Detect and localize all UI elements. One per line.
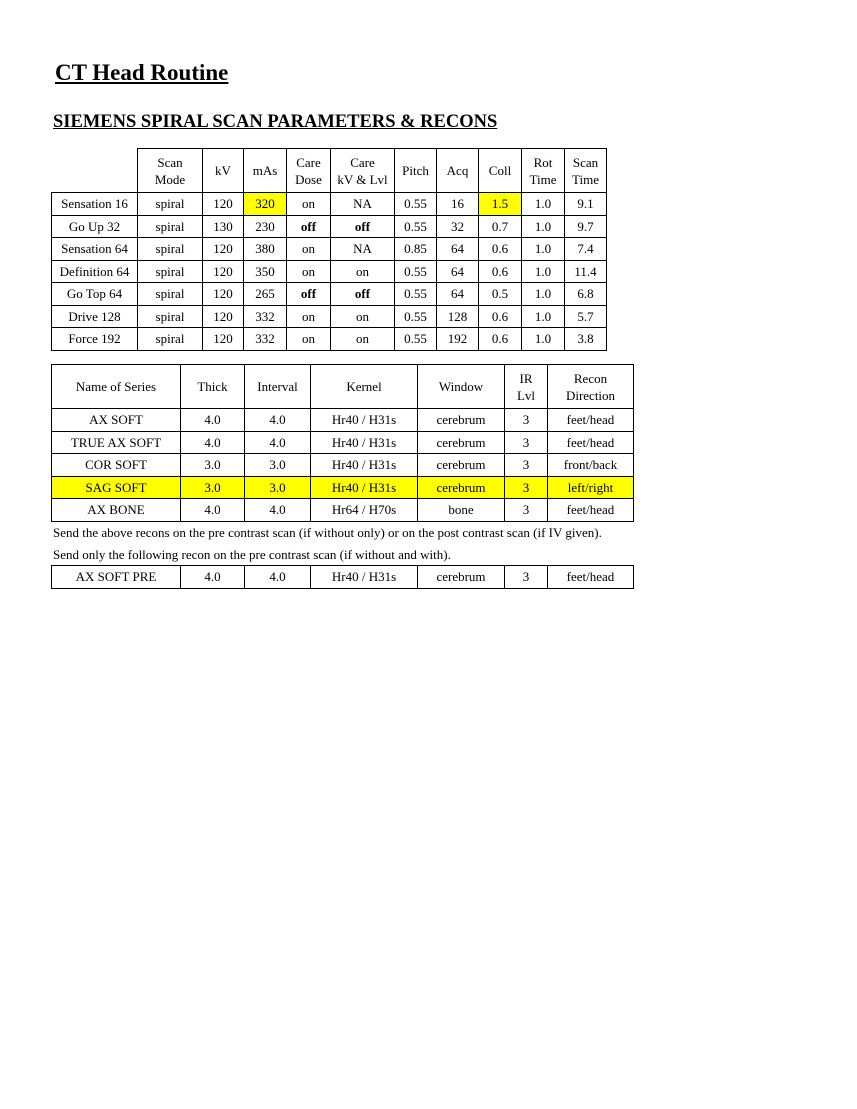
table-cell: on [287, 305, 331, 328]
table-cell: 120 [203, 305, 244, 328]
table-cell: spiral [138, 193, 203, 216]
table-cell: 0.55 [395, 193, 437, 216]
table-cell: 120 [203, 238, 244, 261]
scan-table-corner [52, 149, 138, 193]
recon-note-pre-only: Send only the following recon on the pre contrast scan (if without and with). [53, 547, 451, 562]
col-header-name-of-series: Name of Series [52, 365, 181, 409]
series-name: AX SOFT PRE [52, 566, 181, 589]
table-cell: 120 [203, 283, 244, 306]
table-cell: NA [331, 193, 395, 216]
col-header-kernel: Kernel [311, 365, 418, 409]
page-title: CT Head Routine [55, 60, 229, 85]
table-cell: 3 [505, 409, 548, 432]
table-row [52, 238, 607, 261]
recon-table-header-row [52, 365, 634, 409]
table-cell: 3.0 [245, 454, 311, 477]
table-cell: 4.0 [181, 431, 245, 454]
table-cell: 1.0 [522, 193, 565, 216]
table-cell: 1.0 [522, 305, 565, 328]
table-cell: cerebrum [418, 409, 505, 432]
table-cell: spiral [138, 238, 203, 261]
pre-contrast-recon-table [51, 565, 634, 589]
table-cell: 64 [437, 283, 479, 306]
table-cell: 0.5 [479, 283, 522, 306]
scan-parameters-table [51, 148, 607, 351]
table-cell: 7.4 [565, 238, 607, 261]
col-header-interval: Interval [245, 365, 311, 409]
table-cell: Hr40 / H31s [311, 566, 418, 589]
table-cell: feet/head [548, 566, 634, 589]
table-cell: on [287, 238, 331, 261]
table-cell: 64 [437, 260, 479, 283]
table-cell: Hr64 / H70s [311, 499, 418, 522]
table-cell: 9.7 [565, 215, 607, 238]
table-cell: 5.7 [565, 305, 607, 328]
table-cell: 32 [437, 215, 479, 238]
table-cell: 3.0 [181, 454, 245, 477]
col-header-ir-lvl: IR Lvl [505, 365, 548, 409]
table-cell: 4.0 [181, 409, 245, 432]
table-row [52, 193, 607, 216]
table-cell: 4.0 [181, 566, 245, 589]
table-cell: 0.6 [479, 238, 522, 261]
table-row [52, 215, 607, 238]
table-cell: on [331, 260, 395, 283]
recon-table [51, 364, 634, 522]
scanner-name: Sensation 64 [52, 238, 138, 261]
table-cell: 9.1 [565, 193, 607, 216]
table-cell: cerebrum [418, 454, 505, 477]
series-name: SAG SOFT [52, 476, 181, 499]
table-cell: 0.7 [479, 215, 522, 238]
table-cell: 0.6 [479, 305, 522, 328]
table-row [52, 409, 634, 432]
table-cell: spiral [138, 328, 203, 351]
table-cell: on [287, 328, 331, 351]
table-row [52, 328, 607, 351]
table-cell: off [331, 283, 395, 306]
col-header-care-dose: Care Dose [287, 149, 331, 193]
table-cell: 0.85 [395, 238, 437, 261]
table-cell: 4.0 [181, 499, 245, 522]
scanner-name: Go Up 32 [52, 215, 138, 238]
table-cell: 3 [505, 499, 548, 522]
table-cell: 265 [244, 283, 287, 306]
table-cell: 0.55 [395, 328, 437, 351]
table-row-highlighted [52, 476, 634, 499]
table-cell: 192 [437, 328, 479, 351]
table-row [52, 283, 607, 306]
table-cell: feet/head [548, 409, 634, 432]
col-header-care-kv-lvl: Care kV & Lvl [331, 149, 395, 193]
table-cell: 0.55 [395, 260, 437, 283]
table-cell: 3.0 [245, 476, 311, 499]
table-cell: cerebrum [418, 476, 505, 499]
table-cell: 120 [203, 328, 244, 351]
col-header-pitch: Pitch [395, 149, 437, 193]
col-header-mas: mAs [244, 149, 287, 193]
table-cell: 332 [244, 328, 287, 351]
series-name: AX SOFT [52, 409, 181, 432]
recon-note-pre-or-post: Send the above recons on the pre contrast scan (if without only) or on the post contrast scan (if IV given). [53, 525, 602, 540]
table-cell: left/right [548, 476, 634, 499]
table-cell: 4.0 [245, 499, 311, 522]
table-cell: Hr40 / H31s [311, 409, 418, 432]
table-row [52, 431, 634, 454]
series-name: TRUE AX SOFT [52, 431, 181, 454]
table-cell: 120 [203, 260, 244, 283]
table-cell: 3 [505, 566, 548, 589]
series-name: AX BONE [52, 499, 181, 522]
col-header-coll: Coll [479, 149, 522, 193]
table-cell: feet/head [548, 431, 634, 454]
table-cell: 11.4 [565, 260, 607, 283]
table-row [52, 566, 634, 589]
table-cell: bone [418, 499, 505, 522]
table-cell: off [287, 215, 331, 238]
series-name: COR SOFT [52, 454, 181, 477]
table-row [52, 454, 634, 477]
table-cell: 0.55 [395, 215, 437, 238]
table-cell: 1.0 [522, 260, 565, 283]
table-cell: 1.0 [522, 238, 565, 261]
table-cell: spiral [138, 283, 203, 306]
section-subtitle: SIEMENS SPIRAL SCAN PARAMETERS & RECONS [53, 112, 498, 132]
table-cell: front/back [548, 454, 634, 477]
table-cell: spiral [138, 305, 203, 328]
table-cell: NA [331, 238, 395, 261]
scan-table-header-row [52, 149, 607, 193]
table-cell: 128 [437, 305, 479, 328]
table-cell: 380 [244, 238, 287, 261]
table-cell: on [287, 193, 331, 216]
col-header-thick: Thick [181, 365, 245, 409]
scanner-name: Drive 128 [52, 305, 138, 328]
table-cell: cerebrum [418, 566, 505, 589]
table-cell: 3 [505, 431, 548, 454]
table-cell: 120 [203, 193, 244, 216]
col-header-kv: kV [203, 149, 244, 193]
scanner-name: Go Top 64 [52, 283, 138, 306]
col-header-scan-mode: Scan Mode [138, 149, 203, 193]
scanner-name: Definition 64 [52, 260, 138, 283]
table-cell: 0.55 [395, 283, 437, 306]
table-cell: 332 [244, 305, 287, 328]
table-cell: Hr40 / H31s [311, 476, 418, 499]
table-cell: on [331, 305, 395, 328]
table-cell: off [287, 283, 331, 306]
table-cell: 0.6 [479, 260, 522, 283]
table-cell: 4.0 [245, 409, 311, 432]
table-cell: spiral [138, 260, 203, 283]
table-cell: 1.0 [522, 328, 565, 351]
table-row [52, 260, 607, 283]
table-cell-highlighted: 320 [244, 193, 287, 216]
table-cell: 3.8 [565, 328, 607, 351]
table-cell: 64 [437, 238, 479, 261]
table-cell: on [331, 328, 395, 351]
table-cell: 130 [203, 215, 244, 238]
table-cell: 230 [244, 215, 287, 238]
table-cell: 6.8 [565, 283, 607, 306]
table-cell: 1.0 [522, 215, 565, 238]
table-cell: off [331, 215, 395, 238]
col-header-recon-direction: Recon Direction [548, 365, 634, 409]
table-cell: 1.0 [522, 283, 565, 306]
table-cell: 3 [505, 454, 548, 477]
table-cell: 4.0 [245, 566, 311, 589]
table-cell: feet/head [548, 499, 634, 522]
table-cell: 0.6 [479, 328, 522, 351]
table-cell: on [287, 260, 331, 283]
scanner-name: Force 192 [52, 328, 138, 351]
col-header-rot-time: Rot Time [522, 149, 565, 193]
table-cell: Hr40 / H31s [311, 431, 418, 454]
table-cell: Hr40 / H31s [311, 454, 418, 477]
table-cell: 3 [505, 476, 548, 499]
col-header-acq: Acq [437, 149, 479, 193]
table-cell: 3.0 [181, 476, 245, 499]
table-row [52, 499, 634, 522]
scanner-name: Sensation 16 [52, 193, 138, 216]
table-cell: 0.55 [395, 305, 437, 328]
table-row [52, 305, 607, 328]
table-cell: spiral [138, 215, 203, 238]
col-header-scan-time: Scan Time [565, 149, 607, 193]
table-cell-highlighted: 1.5 [479, 193, 522, 216]
table-cell: 16 [437, 193, 479, 216]
table-cell: cerebrum [418, 431, 505, 454]
table-cell: 4.0 [245, 431, 311, 454]
table-cell: 350 [244, 260, 287, 283]
col-header-window: Window [418, 365, 505, 409]
